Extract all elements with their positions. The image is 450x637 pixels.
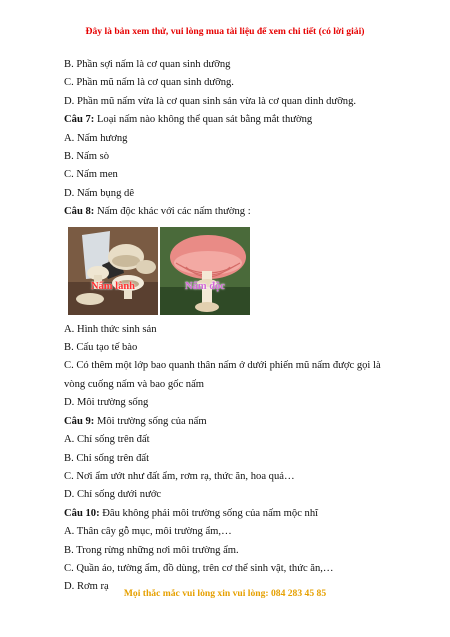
q9-option-b: B. Chỉ sống trên đất [64, 452, 150, 464]
q8-option-a: A. Hình thức sinh sản [64, 323, 157, 335]
option-c-prev: C. Phần mũ nấm là cơ quan sinh dưỡng. [64, 77, 234, 89]
question-10-number: Câu 10: [64, 507, 100, 519]
mushroom-images [68, 227, 404, 315]
question-9-number: Câu 9: [64, 415, 95, 427]
q7-option-d: D. Nấm bụng dê [64, 187, 135, 199]
preview-notice: Đây là bản xem thử, vui lòng mua tài liệu để xem chi tiết (có lời giải) [85, 26, 365, 37]
q8-option-c-line1: C. Có thêm một lớp bao quanh thân nấm ở dưới phiến mũ nấm được gọi là [64, 360, 381, 372]
edible-mushroom-illustration [68, 227, 158, 315]
question-8-number: Câu 8: [64, 206, 95, 218]
question-8-text: Nấm độc khác với các nấm thường : [94, 206, 251, 218]
q10-option-b: B. Trong rừng những nơi môi trường ẩm. [64, 544, 239, 556]
question-7-text: Loại nấm nào không thể quan sát bằng mắt thường [94, 114, 313, 126]
q8-option-b: B. Cấu tạo tế bào [64, 342, 138, 354]
q7-option-a: A. Nấm hương [64, 132, 128, 144]
question-7-number: Câu 7: [64, 114, 95, 126]
poisonous-mushroom-illustration [160, 227, 250, 315]
q10-option-c: C. Quần áo, tường ẩm, đồ dùng, trên cơ thể sinh vật, thức ăn,… [64, 562, 334, 574]
poisonous-mushroom-label: Nấm độc [185, 281, 225, 293]
q7-option-b: B. Nấm sò [64, 151, 110, 163]
document-body [64, 56, 404, 597]
q8-option-c-line2: vòng cuống nấm và bao gốc nấm [64, 378, 205, 390]
q10-option-a: A. Thân cây gỗ mục, môi trường ẩm,… [64, 526, 232, 538]
q10-option-d: D. Rơm rạ [64, 581, 109, 593]
q9-option-a: A. Chỉ sống trên đất [64, 434, 150, 446]
question-9-text: Môi trường sống của nấm [94, 415, 207, 427]
question-8 [64, 203, 404, 221]
option-d-prev: D. Phần mũ nấm vừa là cơ quan sinh sản vừa là cơ quan dinh dưỡng. [64, 95, 357, 107]
contact-footer: Mọi thắc mắc vui lòng xin vui lòng: 084 283 45 85 [123, 588, 327, 599]
q7-option-c: C. Nấm men [64, 169, 118, 181]
question-7 [64, 111, 404, 129]
q9-option-c: C. Nơi ẩm ướt như đất ẩm, rơm rạ, thức ăn, hoa quả… [64, 470, 295, 482]
q9-option-d: D. Chỉ sống dưới nước [64, 489, 162, 501]
poisonous-mushroom-image [160, 227, 250, 315]
edible-mushroom-label: Nấm lành [90, 281, 136, 293]
edible-mushroom-image [68, 227, 158, 315]
q8-option-d: D. Môi trường sống [64, 397, 149, 409]
option-b-prev: B. Phần sợi nấm là cơ quan sinh dưỡng [64, 59, 231, 70]
question-10 [64, 505, 404, 523]
question-10-text: Đâu không phải môi trường sống của nấm mộc nhĩ [99, 507, 319, 519]
question-9 [64, 413, 404, 431]
